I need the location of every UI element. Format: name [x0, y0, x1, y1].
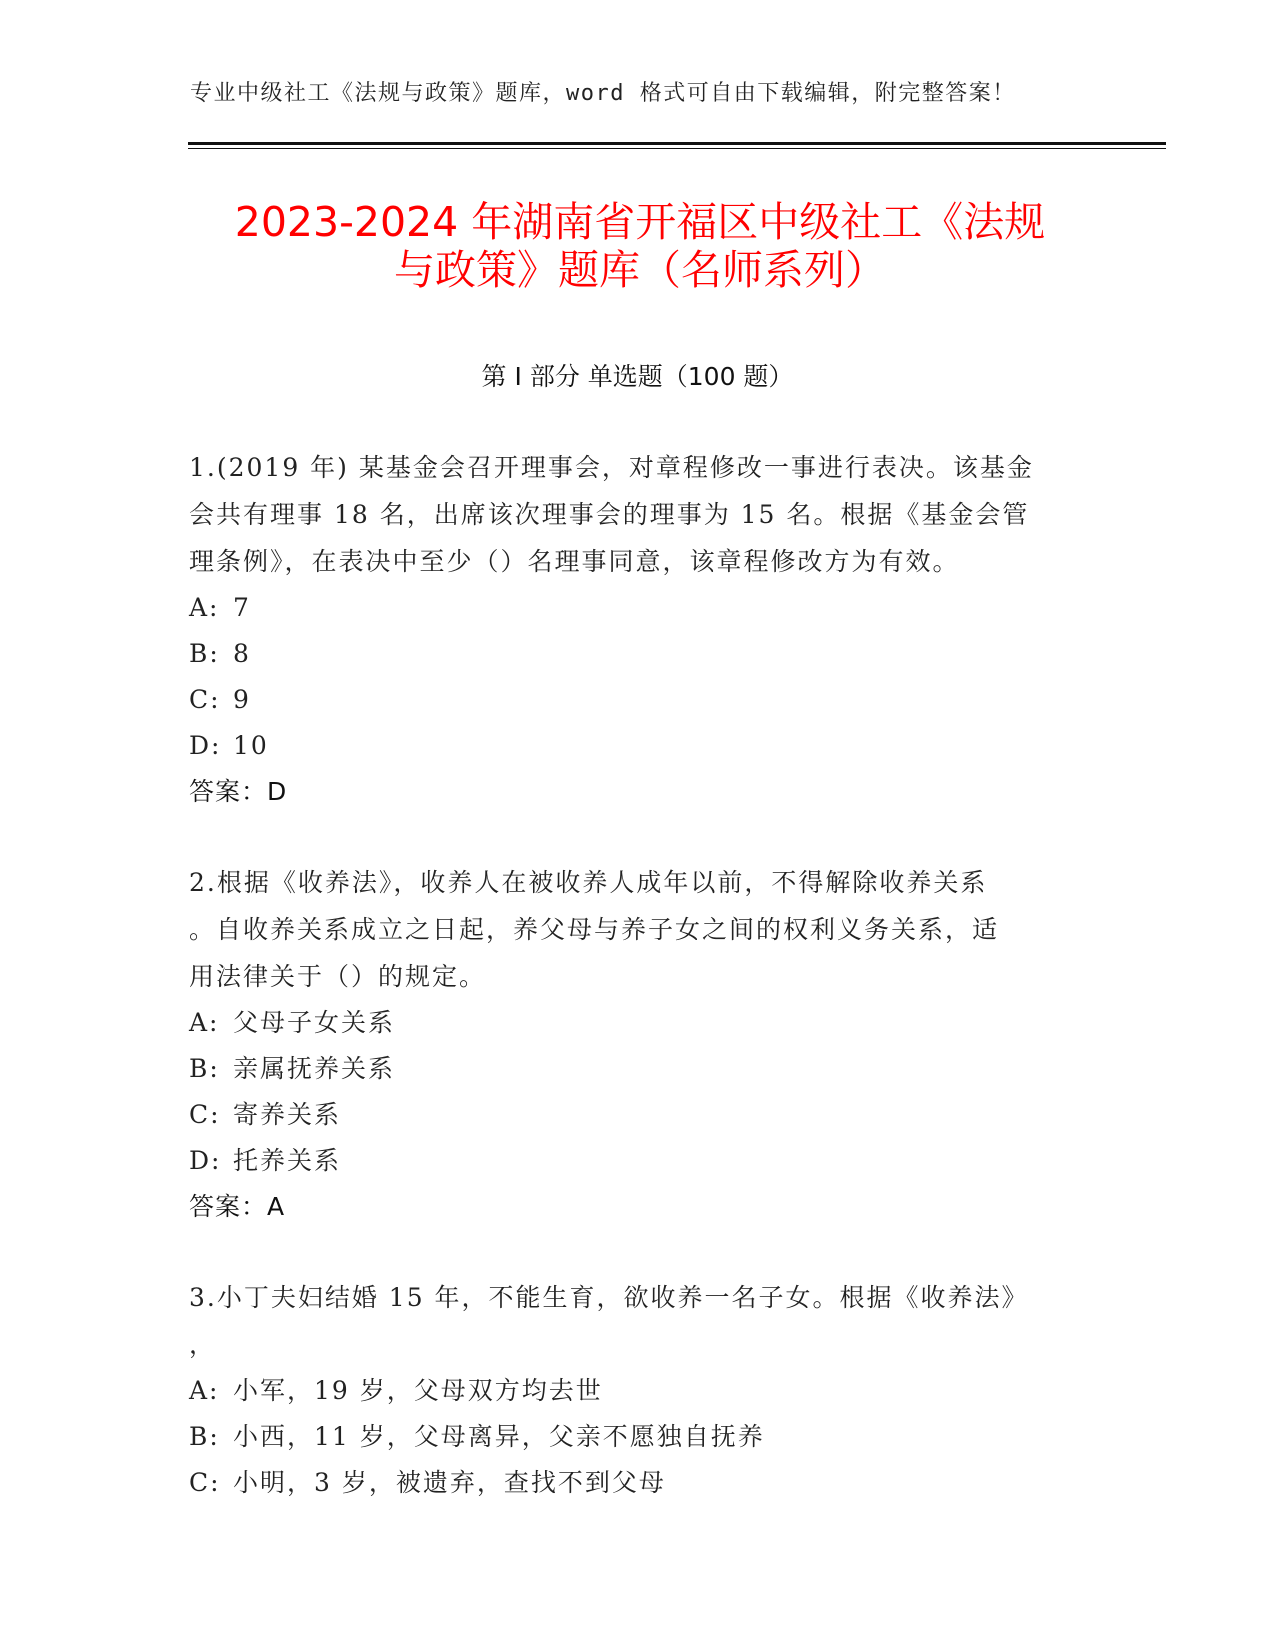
question-option [189, 677, 1079, 723]
option-key: C: [189, 685, 221, 714]
option-text: 小明，3 岁，被遗弃，查找不到父母 [233, 1468, 666, 1497]
option-key: B: [189, 639, 220, 668]
question-option [189, 723, 1079, 769]
title-line-1: 2023-2024 年湖南省开福区中级社工《法规 [234, 198, 1046, 246]
option-key: C: [189, 1468, 221, 1497]
header-note: 专业中级社工《法规与政策》题库，word 格式可自由下载编辑，附完整答案！ [190, 81, 1016, 106]
option-key: B: [189, 1422, 220, 1451]
header-rule-thick [188, 142, 1166, 145]
option-text: 小西，11 岁，父母离异，父亲不愿独自抚养 [233, 1422, 765, 1451]
question-option [189, 1138, 1079, 1184]
question-stem-line: 理条例》，在表决中至少（）名理事同意，该章程修改方为有效。 [189, 547, 960, 576]
option-text: 7 [233, 593, 251, 622]
option-text: 亲属抚养关系 [233, 1054, 396, 1083]
answer-line: 答案：A [189, 1192, 286, 1221]
question-block [189, 444, 1079, 815]
header-rule-thin [188, 148, 1166, 149]
option-text: 9 [233, 685, 251, 714]
title-line-2: 与政策》题库（名师系列） [394, 246, 886, 294]
question-stem-line: 1.(2019 年) 某基金会召开理事会，对章程修改一事进行表决。该基金 [189, 453, 1034, 482]
question-option [189, 1460, 1079, 1506]
section-title: 第 I 部分 单选题（100 题） [481, 362, 794, 391]
document-title [190, 198, 1090, 294]
option-key: C: [189, 1100, 221, 1129]
question-stem-line: 用法律关于（）的规定。 [189, 962, 487, 991]
option-key: D: [189, 1146, 222, 1175]
option-key: A: [189, 1376, 220, 1405]
question-option [189, 1368, 1079, 1414]
option-text: 寄养关系 [233, 1100, 342, 1129]
option-key: A: [189, 1008, 220, 1037]
option-text: 父母子女关系 [233, 1008, 396, 1037]
option-key: A: [189, 593, 220, 622]
question-option [189, 1414, 1079, 1460]
option-text: 10 [233, 731, 269, 760]
option-text: 8 [233, 639, 251, 668]
question-option [189, 585, 1079, 631]
question-option [189, 1000, 1079, 1046]
question-stem-line: 2.根据《收养法》，收养人在被收养人成年以前，不得解除收养关系 [189, 868, 988, 897]
option-text: 小军，19 岁，父母双方均去世 [233, 1376, 603, 1405]
question-option [189, 1046, 1079, 1092]
answer-line: 答案：D [189, 777, 288, 806]
question-stem-line: 3.小丁夫妇结婚 15 年，不能生育，欲收养一名子女。根据《收养法》 [189, 1283, 1029, 1312]
option-key: B: [189, 1054, 220, 1083]
question-stem-line: 。自收养关系成立之日起，养父母与养子女之间的权利义务关系，适 [189, 915, 1000, 944]
option-text: 托养关系 [233, 1146, 342, 1175]
question-block [189, 1274, 1079, 1506]
question-list [189, 444, 1079, 1550]
question-stem-line: 会共有理事 18 名，出席该次理事会的理事为 15 名。根据《基金会管 [189, 500, 1030, 529]
question-option [189, 1092, 1079, 1138]
option-key: D: [189, 731, 222, 760]
question-option [189, 631, 1079, 677]
question-block [189, 859, 1079, 1230]
question-stem-line: ， [189, 1330, 217, 1359]
